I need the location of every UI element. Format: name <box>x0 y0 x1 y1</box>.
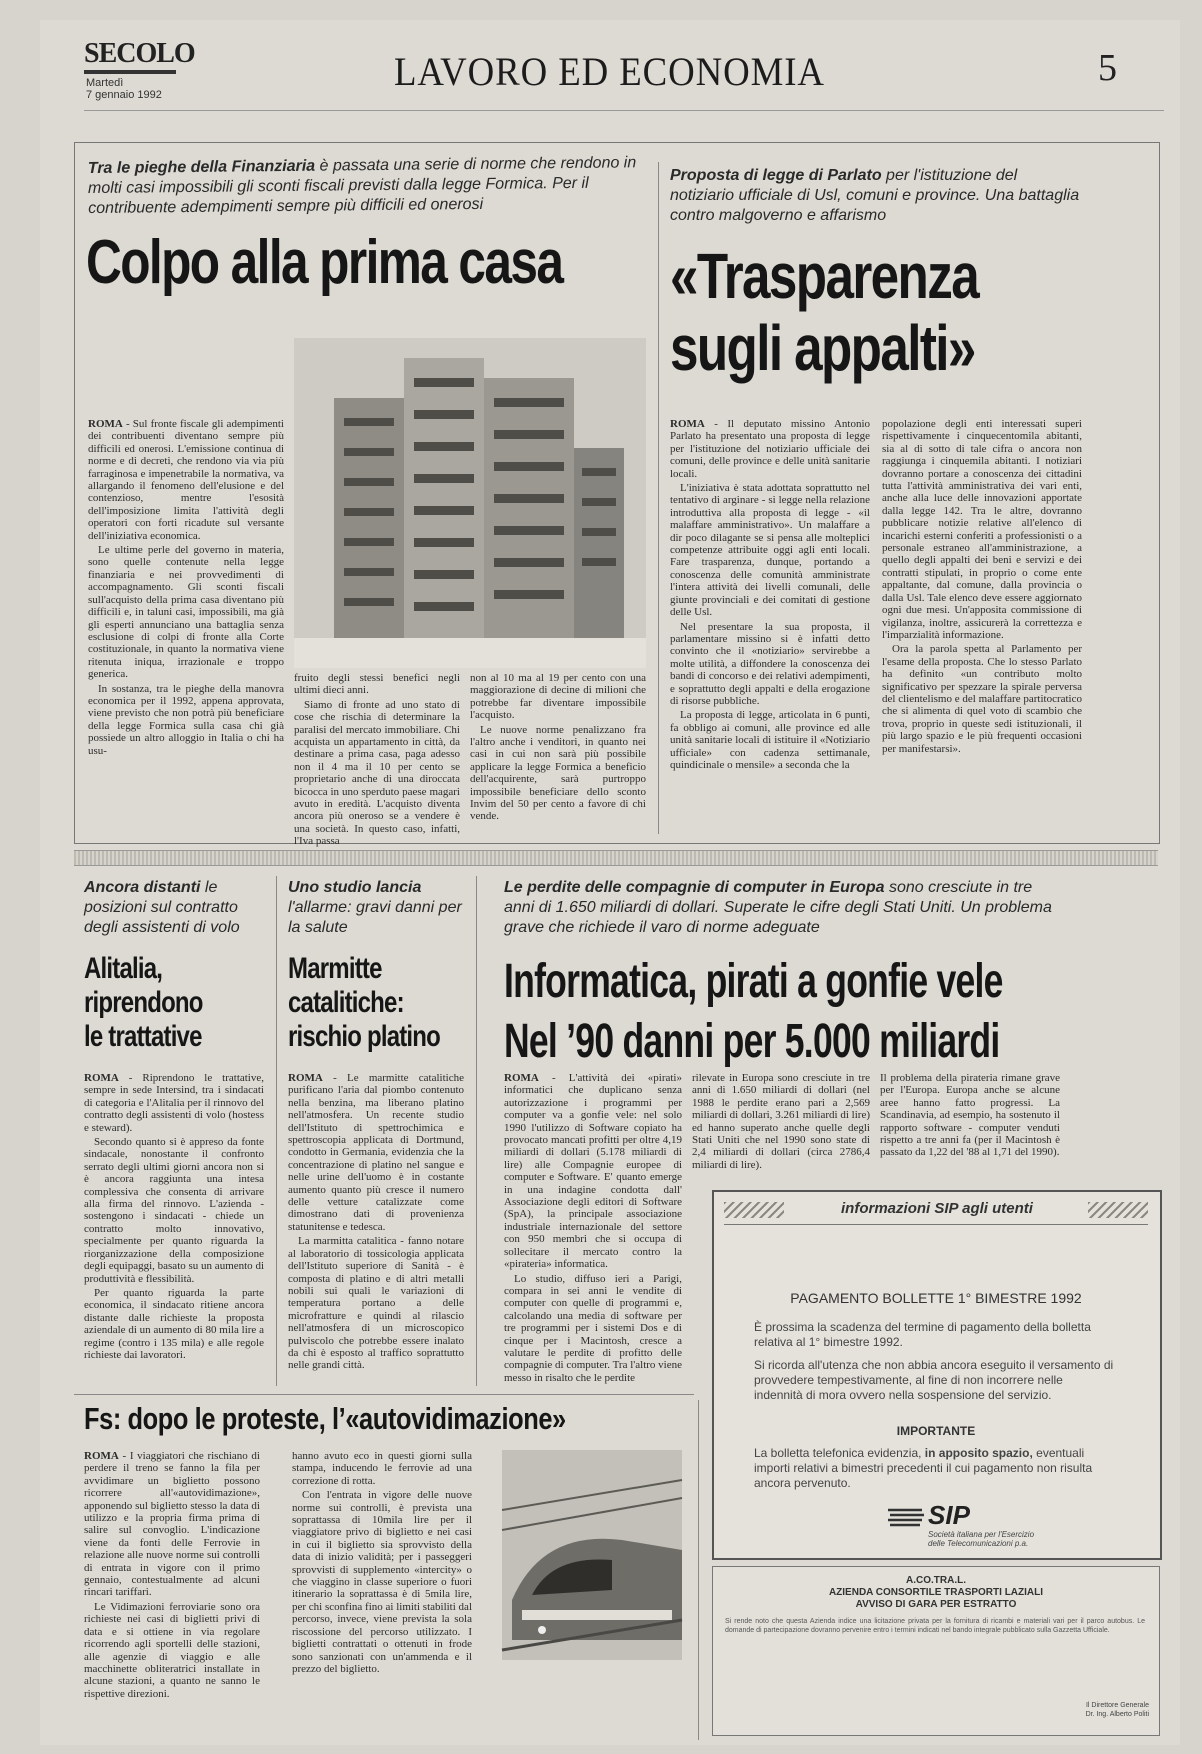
masthead-day: Martedì <box>86 77 124 89</box>
sip-header: informazioni SIP agli utenti <box>841 1200 1033 1217</box>
cotral-body: Si rende noto che questa Azienda indice una licitazione privata per la fornitura di ricambi e materiali vari per il parco autobus. Le domande di partecipazione dovranno pervenire entro i termini indicati nel bando integrale pubblicato sulla Gazzetta Ufficiale. <box>725 1618 1145 1634</box>
fs-column-2: hanno avuto eco in questi giorni sulla stampa, inducendo le ferrovie ad una correzione di rotta. Con l'entrata in vigore delle nuove norme sui controlli, è prevista una soprattassa di 10mila lire per il viaggiatore privo di biglietto e nei casi in cui il biglietto sia sprovvisto della data di inizio validità; per i passeggeri sprovvisti di supplemento «intercity» o che viaggino in classe superiore o fuori itinerario la soprattassa è di 5mila lire, per chi sconfina fino ai limiti stabiliti dal percorso, invece, viene prevista la sola riscossione del percorso utilizzato. I biglietti contrattati o ottenuti in frode sono sanzionati con un'ammenda e il prezzo del biglietto. <box>292 1450 472 1675</box>
building-illustration <box>294 338 646 668</box>
marmitte-divider <box>476 876 477 1386</box>
section-title: LAVORO ED ECONOMIA <box>394 49 825 94</box>
sip-logo-mark <box>886 1506 926 1528</box>
casa-kicker: Tra le pieghe della Finanziaria è passata una serie di norme che rendono in molti casi impossibili gli sconti fiscali previsti dalla legge Formica. Per il contribuente adempimenti sempre più difficili ed onerosi <box>87 154 637 218</box>
sip-title: PAGAMENTO BOLLETTE 1° BIMESTRE 1992 <box>790 1290 1082 1306</box>
alitalia-column: ROMA - Riprendono le trattative, sempre in sede Intersind, tra i sindacati di categoria e l'Alitalia per il rinnovo del contratto degli assistenti di volo (hostess e steward). Secondo quanto si è appreso da fonte sindacale, nonostante il confronto serrato degli ultimi giorni ancora non si è ancora raggiunta una intesa complessiva che consenta di arrivare alla firma del rinnovo. L'azienda - sostengono i sindacati - chiede un contratto molto innovativo, specialmente per quanto riguarda la riorganizzazione della composizione degli equipaggi, basato su un aumento di produttività e flessibilità. Per quanto riguarda la parte economica, il sindacato ritiene ancora distante dalle richieste la proposta aziendale di un aumento di 80 mila lire a regime (contro i 135 mila) e alle regole richieste dai lavoratori. <box>84 1072 264 1361</box>
alitalia-headline: Alitalia, riprendono le trattative <box>84 952 203 1053</box>
sip-header-stripe-left <box>724 1202 784 1218</box>
alitalia-kicker: Ancora distanti le posizioni sul contratto degli assistenti di volo <box>84 879 240 936</box>
fs-top-rule <box>74 1394 694 1395</box>
train-photo <box>502 1450 682 1660</box>
sip-paragraph-1: È prossima la scadenza del termine di pagamento della bolletta relativa al 1° bimestre 1992. <box>754 1320 1091 1349</box>
casa-column-3: non al 10 ma al 19 per cento con una maggiorazione di decine di milioni che potrebbe far diventare impossibile l'acquisto. Le nuove norme penalizzano fra l'altro anche i venditori, in quanto nei casi in cui non sarà più possibile applicare la legge Formica a beneficio dell'acquirente, sarà purtroppo impossibile beneficiare dello sconto Invim del 50 per cento a favore di chi vende. <box>470 672 646 823</box>
masthead-date: 7 gennaio 1992 <box>86 89 162 101</box>
separator-band <box>74 850 1158 866</box>
appalti-headline-line2: sugli appalti» <box>670 312 975 384</box>
top-column-divider <box>658 162 659 834</box>
appalti-column-1: ROMA - Il deputato missino Antonio Parlato ha presentato una proposta di legge per l'istituzione del notiziario ufficiale dei comuni, delle province e delle unità sanitarie locali. L'iniziativa è stata adottata soprattutto nel tentativo di arginare - si legge nella relazione introduttiva alla proposta di legge - «il malaffare amministrativo». Un malaffare a dir poco dilagante se si pensa alle molteplici competenze attribuite oggi agli enti locali. Fare trasparenza, dunque, portando a conoscenza delle comunità amministrate l'intera attività dei livelli comunali, delle giunte provinciali e dei comitati di gestione delle Usl. Nel presentare la sua proposta, il parlamentare missino si è infatti detto convinto che il «notiziario» servirebbe a molte utilità, a diffondere la conoscenza dei bandi di concorso e dei relativi adempimenti, e soprattutto degli appalti e della erogazione di risorse pubbliche. La proposta di legge, articolata in 6 punti, fa obbligo ai comuni, alle province ed alle unità sanitarie locali di istituire il «Notiziario ufficiale» con cadenza settimanale, quindicinale o mensile» a seconda che la <box>670 418 870 771</box>
sip-logo-subtitle: Società italiana per l'Esercizio delle Telecomunicazioni p.a. <box>928 1530 1035 1548</box>
appalti-column-2: popolazione degli enti interessati superi rispettivamente i cinquecentomila abitanti, sia al di sotto di tale cifra o ancora non raggiunga i cinquemila abitanti. I notiziari dovranno portare a conoscenza dei cittadini tutta l'attività amministrativa dei vari enti, anche alla luce delle innovazioni apportate dalla legge 142. Tra le altre, dovranno pubblicare notizie relative all'elenco di incarichi esterni conferiti a professionisti o a personale estraneo all'amministrazione, a quello degli appalti dei beni e servizi e dei contratti stipulati, in proprio o come ente appaltante, dal comune, dalla provincia o dalla Usl. Tale elenco deve essere aggiornato ogni due mesi. Un'apposita commissione di vigilanza, inoltre, assicurerà la correttezza e l'imparzialità informazione. Ora la parola spetta al Parlamento per l'esame della proposta. Che lo stesso Parlato ha definito «un contributo molto significativo per spezzare la spirale perversa del clientelismo e del malaffare partitocratico che si alimenta di quel voto di scambio che trova, proprio in queste sedi istituzionali, il più largo spazio e le più frequenti occasioni per manifestarsi». <box>882 418 1082 755</box>
informatica-kicker: Le perdite delle compagnie di computer in Europa sono cresciute in tre anni di 1.650 miliardi di dollari. Superate le cifre degli Stati Uniti. Un problema grave che richiede il varo di norme adeguate <box>504 879 1052 936</box>
train-illustration <box>502 1450 682 1660</box>
cotral-heading: A.CO.TRA.L. AZIENDA CONSORTILE TRASPORTI LAZIALI AVVISO DI GARA PER ESTRATTO <box>828 1575 1044 1610</box>
casa-column-1: ROMA - Sul fronte fiscale gli adempimenti dei contribuenti diventano sempre più difficili ed onerosi. L'emissione continua di norme e di decreti, che rendono via via più farraginosa e impenetrabile la normativa, va allargando il fenomeno dell'elusione e del contenzioso, mentre l'esosità dell'imposizione limita l'attività degli operatori con forti ricadute sul versante dell'iniziativa economica. Le ultime perle del governo in materia, sono quelle contenute nella legge finanziaria e nei provvedimenti di accompagnamento. Gli sconti fiscali sull'acquisto della prima casa diventano più difficili e, in taluni casi, impossibili, ma già gli esperti annunciano una battaglia senza esclusione di colpi di fronte alla Corte costituzionale, in quanto la normativa viene ritenuta iniqua, irrazionale e troppo generica. In sostanza, tra le pieghe della manovra economica per il 1992, appena approvata, viene previsto che non potrà più beneficiare della legge Formica sulla casa chi già possiede un altro alloggio in Italia o chi ha usu- <box>88 418 284 757</box>
sip-header-rule <box>724 1224 1148 1225</box>
newspaper-page <box>40 20 1180 1745</box>
appalti-kicker: Proposta di legge di Parlato per l'istituzione del notiziario ufficiale di Usl, comuni e province. Una battaglia contro malgoverno e affarismo <box>670 167 1080 224</box>
masthead-rule <box>84 70 176 74</box>
informatica-headline-line1: Informatica, pirati a gonfie vele <box>504 955 1003 1008</box>
informatica-column-1: ROMA - L'attività dei «pirati» informatici che duplicano senza autorizzazione i programmi per computer va a gonfie vele: nel solo 1990 l'utilizzo di Software copiato ha provocato mancati profitti per oltre 4,19 miliardi di dollari (5.178 miliardi di lire) alle Compagnie europee di computer e Software. E' quanto emerge in una indagine condotta dall' Associazione degli editori di Software (SpA), la principale associazione industriale internazionale del settore con 950 membri che si occupa di sollecitare il mercato contro la «pirateria» informatica. Lo studio, diffuso ieri a Parigi, compara in sei anni le vendite di computer con quelle di programmi e, calcolando una media di software per tre programmi per i sistemi Dos e di cinque per i Macintosh, cresce a valutare le perdite di profitto delle compagnie di computer. Tra l'altro viene messo in risalto che le perdite <box>504 1072 682 1384</box>
page-number: 5 <box>1098 47 1117 89</box>
masthead-divider <box>84 110 1164 111</box>
informatica-column-2: rilevate in Europa sono cresciute in tre anni di 1.650 miliardi di dollari (nel 1988 le perdite erano pari a 2,569 miliardi di dollari, 3.261 miliardi di lire) ed hanno superato anche quelle degli Stati Uniti che nel 1990 sono state di 2,4 miliardi di dollari (circa 2786,4 miliardi di lire). <box>692 1072 870 1171</box>
fs-headline: Fs: dopo le proteste, l’«autovidimazione» <box>84 1401 566 1436</box>
sip-paragraph-2: Si ricorda all'utenza che non abbia ancora eseguito il versamento di provvedere tempestivamente, al fine di non incorrere nelle indennità di mora ovvero nella sospensione del servizio. <box>754 1358 1114 1402</box>
marmitte-column: ROMA - Le marmitte catalitiche purificano l'aria dal piombo contenuto nella benzina, ma liberano platino nell'atmosfera. Un recente studio dell'Istituto di spettrochimica e spettroscopia applicata di Dortmund, condotto in Germania, evidenzia che la concentrazione di platino nel sangue e nelle urine dell'uomo è in costante aumento quanto più cresce il numero delle vetture catalizzate come dimostrano dati di provenienza statunitense e tedesca. La marmitta catalitica - fanno notare al laboratorio di tossicologia applicata dell'Istituto superiore di Sanità - è composta di platino e di altri metalli nobili sui quali le variazioni di temperatura portano a delle microfratture e quindi al rilascio nell'atmosfera di un microscopico pulviscolo che potrebbe essere inalato da chi è esposto al traffico soprattutto nelle grandi città. <box>288 1072 464 1372</box>
marmitte-headline: Marmitte catalitiche: rischio platino <box>288 952 441 1053</box>
sip-important: IMPORTANTE <box>896 1424 976 1438</box>
sip-logo: SIP <box>928 1500 970 1530</box>
marmitte-kicker: Uno studio lancia l'allarme: gravi danni per la salute <box>288 879 462 936</box>
fs-right-divider <box>698 1400 699 1740</box>
masthead-brand: SECOLO <box>84 38 195 69</box>
informatica-headline-line2: Nel ’90 danni per 5.000 miliardi <box>504 1015 1000 1068</box>
cotral-advertisement <box>712 1566 1160 1736</box>
sip-advertisement <box>712 1190 1162 1560</box>
casa-headline: Colpo alla prima casa <box>86 228 563 297</box>
fs-column-1: ROMA - I viaggiatori che rischiano di perdere il treno se fanno la fila per avvidimare un biglietto possono ricorrere all'«autovidimazione», apponendo sul biglietto stesso la data di utilizzo e la propria firma prima di salire sul convoglio. L'indicazione viene da fonti delle Ferrovie in relazione alle nuove norme sui controlli di entrata in vigore con il primo gennaio, contestualmente ad alcuni rincari tariffari. Le Vidimazioni ferroviarie sono ora richieste nei casi di biglietti privi di data e si ottiene in via regolare ricorrendo agli sportelli delle stazioni, alle agenzie di viaggio e alle macchinette obliteratrici installate in alcune stazioni, a quanto ne sanno le rispettive direzioni. <box>84 1450 260 1700</box>
casa-column-2: fruito degli stessi benefici negli ultimi dieci anni. Siamo di fronte ad uno stato di cose che rischia di determinare la paralisi del mercato immobiliare. Chi acquista un appartamento in città, da destinare a prima casa, paga adesso non il 4 ma il 10 per cento se proprietario anche di una diroccata bicocca in uno sperduto paese magari avuto in eredità. L'acquisto diventa ancora più oneroso se a vendere è una società. In questo caso, infatti, l'Iva passa <box>294 672 460 848</box>
appalti-headline-line1: «Trasparenza <box>670 240 979 312</box>
alitalia-divider <box>276 876 277 1386</box>
cotral-signature: Il Direttore Generale Dr. Ing. Alberto Politi <box>1085 1702 1149 1718</box>
informatica-column-3: Il problema della pirateria rimane grave per l'Europa. Europa anche se alcune aree hanno fatto progressi. La Scandinavia, ad esempio, ha sostenuto il rapporto software - computer venduti rispetto a tre anni fa (per il Macintosh è passato da 1,22 del '88 al 1,71 del 1990). <box>880 1072 1060 1159</box>
sip-header-stripe-right <box>1088 1202 1148 1218</box>
sip-paragraph-3: La bolletta telefonica evidenzia, in apposito spazio, eventuali importi relativi a bimestri precedenti il cui pagamento non risulta ancora pervenuto. <box>754 1446 1093 1490</box>
sip-logo-icon <box>886 1506 926 1528</box>
building-photo <box>294 338 646 668</box>
